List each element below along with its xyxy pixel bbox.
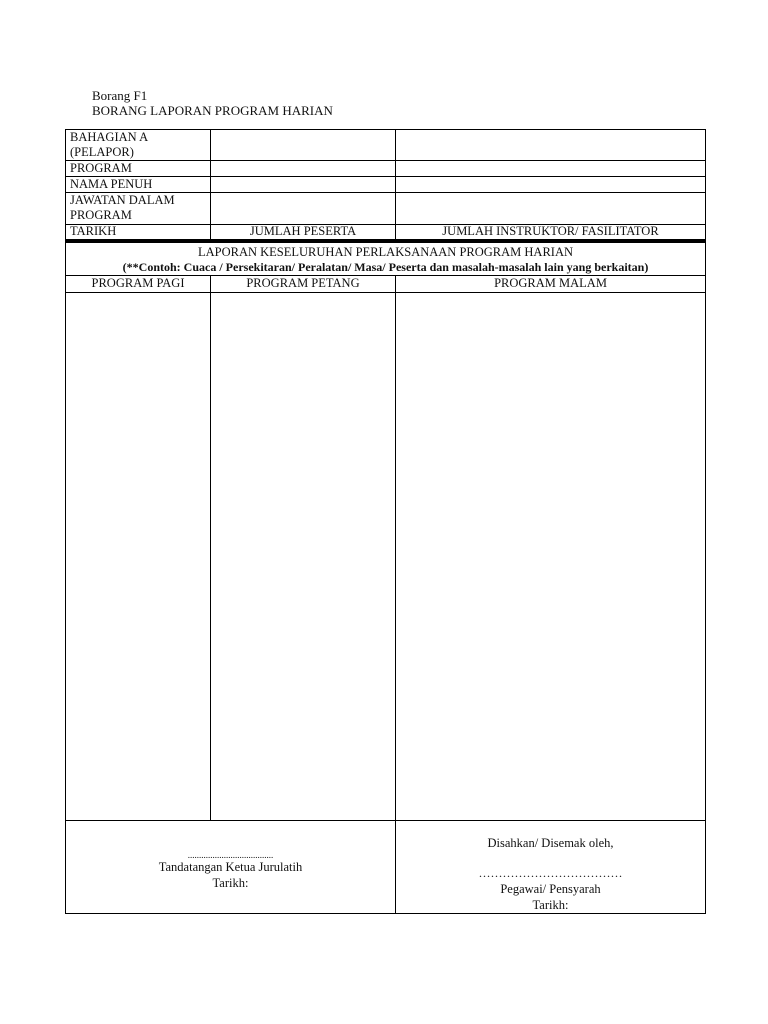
row-divider bbox=[65, 292, 706, 293]
report-title: LAPORAN KESELURUHAN PERLAKSANAAN PROGRAM HARIAN bbox=[197, 245, 574, 259]
column-header-evening: PROGRAM MALAM bbox=[494, 276, 607, 290]
position-label-cont: PROGRAM bbox=[70, 208, 132, 222]
position-label: JAWATAN DALAM bbox=[70, 193, 175, 207]
column-divider bbox=[395, 275, 396, 914]
report-example-note: (**Contoh: Cuaca / Persekitaran/ Peralatan/ Masa/ Peserta dan masalah-masalah lain yang berkaitan) bbox=[122, 260, 649, 274]
form-title: BORANG LAPORAN PROGRAM HARIAN bbox=[92, 103, 333, 118]
approved-by-heading: Disahkan/ Disemak oleh, bbox=[487, 836, 614, 850]
column-header-afternoon: PROGRAM PETANG bbox=[246, 276, 360, 290]
column-header-morning: PROGRAM PAGI bbox=[91, 276, 185, 290]
column-divider bbox=[210, 129, 211, 239]
column-divider bbox=[210, 275, 211, 821]
right-date-label: Tarikh: bbox=[532, 898, 569, 912]
signature-line-right: ……………………………… bbox=[478, 866, 623, 880]
head-trainer-signature-label: Tandatangan Ketua Jurulatih bbox=[158, 860, 303, 874]
section-a-label: BAHAGIAN A bbox=[70, 130, 149, 144]
participants-label: JUMLAH PESERTA bbox=[249, 224, 357, 238]
row-divider bbox=[65, 160, 706, 161]
table-border-top bbox=[65, 129, 706, 130]
form-code: Borang F1 bbox=[92, 88, 148, 103]
table-border-right bbox=[705, 129, 706, 914]
left-date-label: Tarikh: bbox=[212, 876, 249, 890]
instructors-label: JUMLAH INSTRUKTOR/ FASILITATOR bbox=[442, 224, 659, 238]
table-border-bottom bbox=[65, 913, 706, 914]
date-label: TARIKH bbox=[70, 224, 117, 238]
section-divider-thick bbox=[65, 239, 706, 243]
column-divider bbox=[395, 129, 396, 239]
signature-line-left: ...................................... bbox=[187, 850, 274, 860]
officer-lecturer-label: Pegawai/ Pensyarah bbox=[500, 882, 601, 896]
row-divider bbox=[65, 820, 706, 821]
section-a-sublabel: (PELAPOR) bbox=[70, 145, 134, 159]
full-name-label: NAMA PENUH bbox=[70, 177, 153, 191]
row-divider bbox=[65, 176, 706, 177]
program-label: PROGRAM bbox=[70, 161, 132, 175]
